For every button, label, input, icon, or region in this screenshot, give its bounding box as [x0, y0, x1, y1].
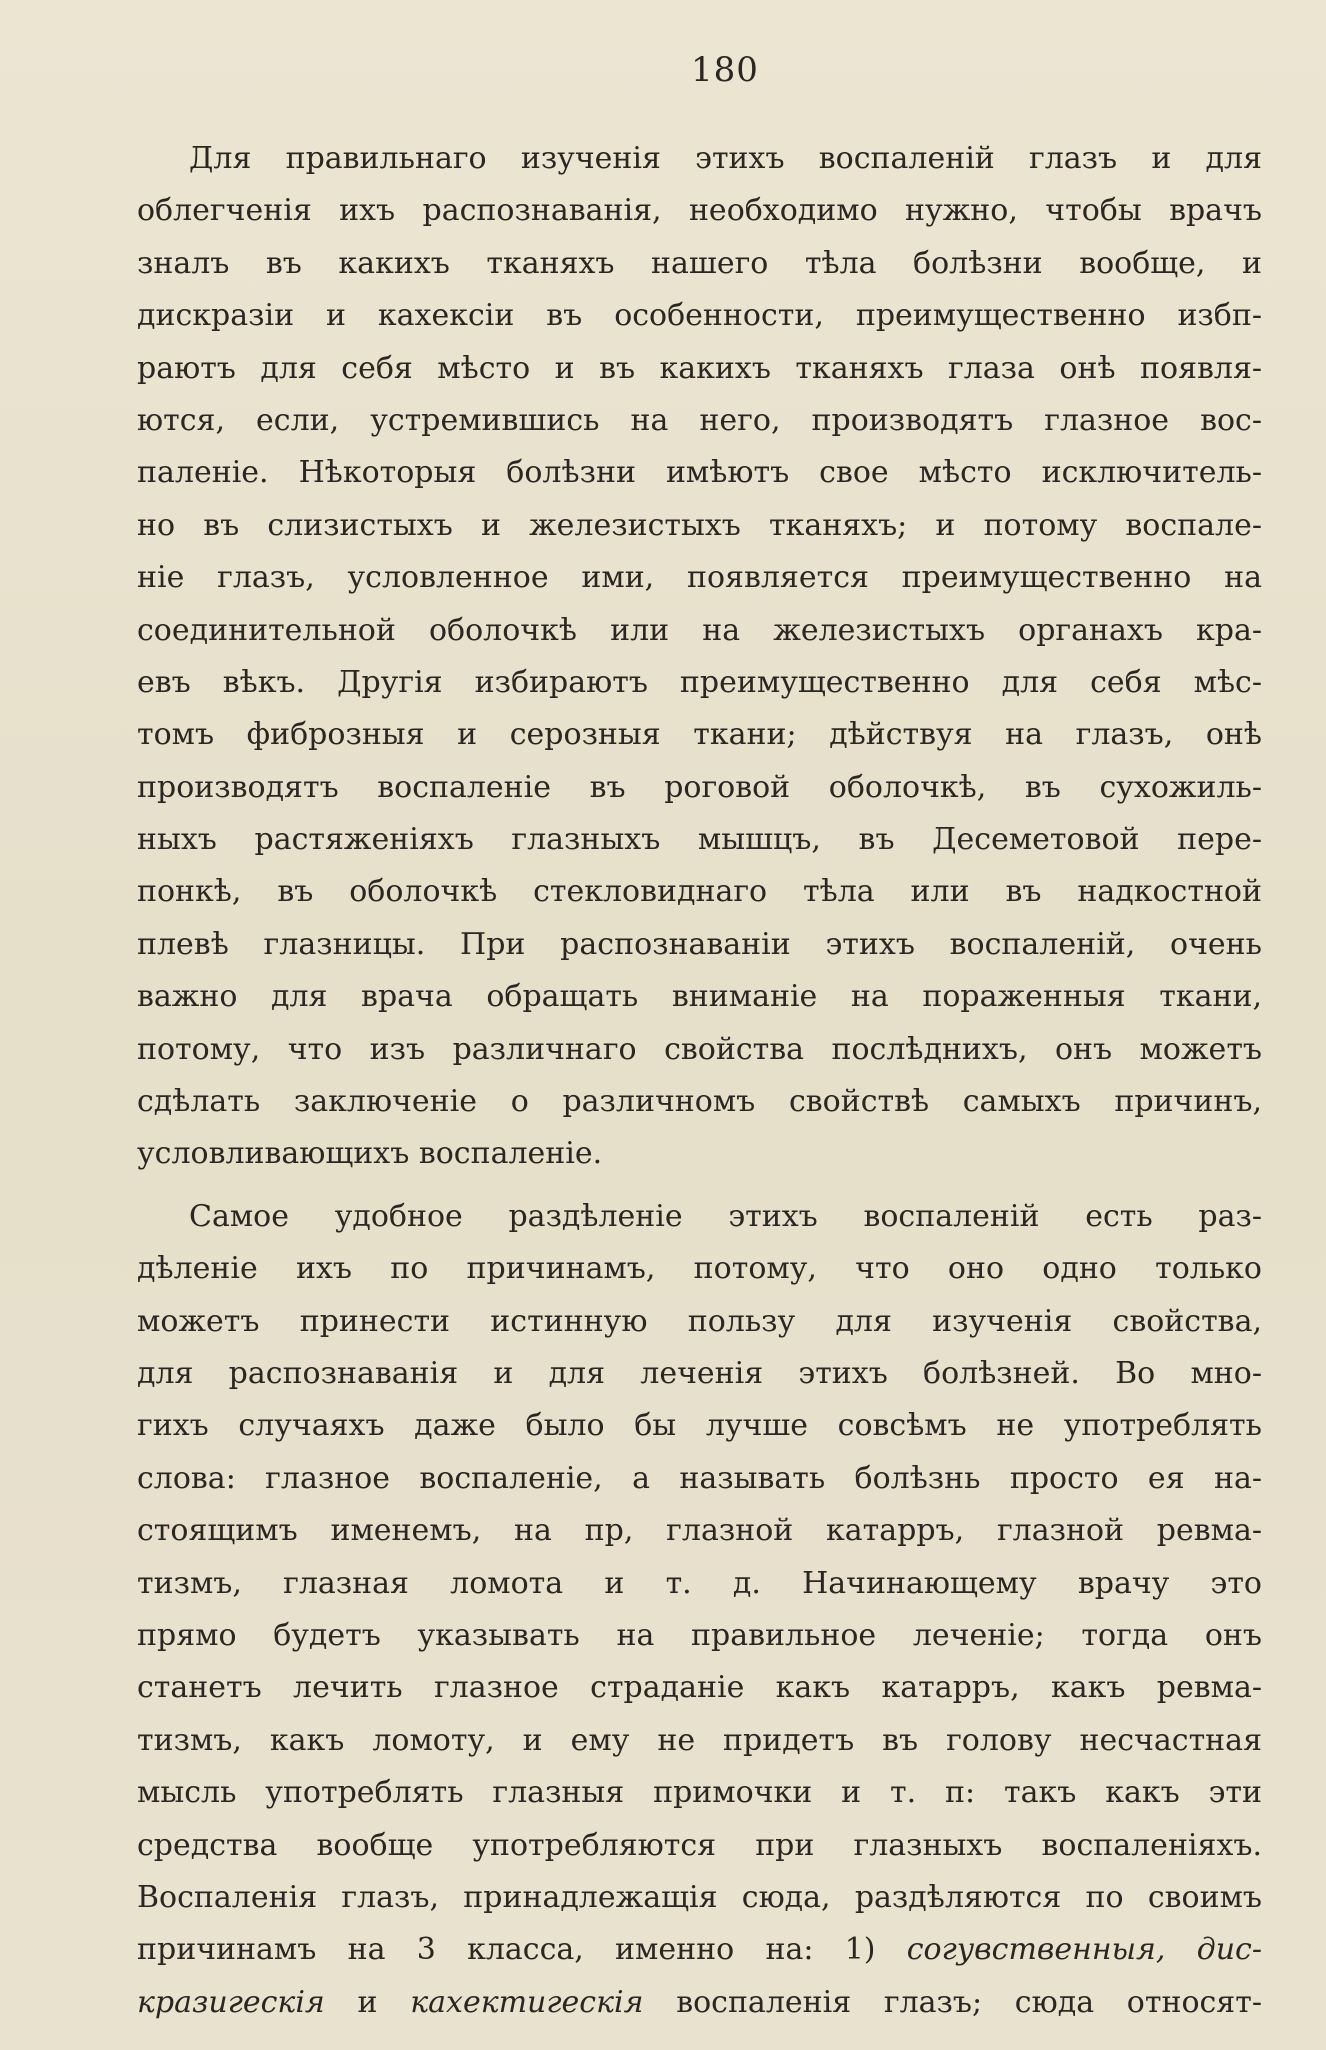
text-line: условливающихъ воспаленіе. [137, 1136, 603, 1172]
text-line: Воспаленія глазъ, принадлежащія сюда, раздѣляются по своимъ [137, 1879, 1262, 1915]
text-line: ныхъ растяженіяхъ глазныхъ мышцъ, въ Десеметовой пере- [137, 822, 1262, 858]
text-segment: и [357, 1984, 378, 2020]
text-line-mixed [137, 1977, 1262, 2029]
text-line: тизмъ, какъ ломоту, и ему не придетъ въ голову несчастная [137, 1722, 1262, 1758]
text-line: гихъ случаяхъ даже было бы лучше совсѣмъ не употреблять [137, 1408, 1262, 1444]
text-line: но въ слизистыхъ и железистыхъ тканяхъ; и потому воспале- [137, 507, 1262, 543]
italic-term: кразигескія [137, 1984, 325, 2020]
body-text [137, 133, 1262, 2029]
italic-term: согувственныя, дис- [906, 1932, 1262, 1968]
text-line: важно для врача обращать вниманіе на пораженныя ткани, [137, 979, 1262, 1015]
text-line: можетъ принести истинную пользу для изученія свойства, [137, 1303, 1262, 1339]
text-line: для распознаванія и для леченія этихъ болѣзней. Во мно- [137, 1355, 1262, 1391]
text-line: тизмъ, глазная ломота и т. д. Начинающему врачу это [137, 1565, 1262, 1601]
paragraph-2 [137, 1191, 1262, 2029]
text-line: Самое удобное раздѣленіе этихъ воспаленій есть раз- [189, 1198, 1262, 1234]
text-segment: воспаленія глазъ; сюда относят- [676, 1984, 1262, 2020]
text-line: раютъ для себя мѣсто и въ какихъ тканяхъ глаза онѣ появля- [137, 350, 1262, 386]
text-line: стоящимъ именемъ, на пр, глазной катарръ, глазной ревма- [137, 1513, 1262, 1549]
text-line: соединительной оболочкѣ или на железистыхъ органахъ кра- [137, 612, 1262, 648]
text-line: дискразіи и кахексіи въ особенности, преимущественно избп- [137, 298, 1262, 334]
text-line: станетъ лечить глазное страданіе какъ катарръ, какъ ревма- [137, 1670, 1262, 1706]
text-line: Для правильнаго изученія этихъ воспаленій глазъ и для [189, 141, 1262, 176]
text-segment: причинамъ на 3 класса, именно на: 1) [137, 1932, 876, 1968]
text-line: сдѣлать заключеніе о различномъ свойствѣ самыхъ причинъ, [137, 1084, 1262, 1120]
text-line: евъ вѣкъ. Другія избираютъ преимущественно для себя мѣс- [137, 664, 1262, 700]
text-line: зналъ въ какихъ тканяхъ нашего тѣла болѣзни вообще, и [137, 245, 1262, 281]
italic-term: кахектигескія [410, 1984, 644, 2020]
text-line: томъ фиброзныя и серозныя ткани; дѣйствуя на глазъ, онѣ [137, 717, 1262, 753]
text-line: облегченія ихъ распознаванія, необходимо нужно, чтобы врачъ [137, 193, 1262, 229]
text-line-mixed [137, 1924, 1262, 1976]
text-line: потому, что изъ различнаго свойства послѣднихъ, онъ можетъ [137, 1031, 1262, 1067]
text-line: дѣленіе ихъ по причинамъ, потому, что оно одно только [137, 1251, 1262, 1287]
text-line: слова: глазное воспаленіе, а называть болѣзнь просто ея на- [137, 1460, 1262, 1496]
text-line: прямо будетъ указывать на правильное леченіе; тогда онъ [137, 1617, 1262, 1653]
text-line: мысль употреблять глазныя примочки и т. п: такъ какъ эти [137, 1775, 1262, 1811]
text-line: производятъ воспаленіе въ роговой оболочкѣ, въ сухожиль- [137, 769, 1262, 805]
text-line: плевѣ глазницы. При распознаваніи этихъ воспаленій, очень [137, 926, 1262, 962]
page-number: 180 [691, 50, 759, 90]
text-line: ются, если, устремившись на него, производятъ глазное вос- [137, 402, 1262, 438]
text-line: понкѣ, въ оболочкѣ стекловиднаго тѣла или въ надкостной [137, 874, 1262, 910]
paragraph-gap [137, 1181, 1262, 1191]
text-line: ніе глазъ, условленное ими, появляется преимущественно на [137, 560, 1262, 596]
text-line: средства вообще употребляются при глазныхъ воспаленіяхъ. [137, 1827, 1262, 1863]
paragraph-1 [137, 133, 1262, 1181]
text-line: паленіе. Нѣкоторыя болѣзни имѣютъ свое мѣсто исключитель- [137, 455, 1262, 491]
